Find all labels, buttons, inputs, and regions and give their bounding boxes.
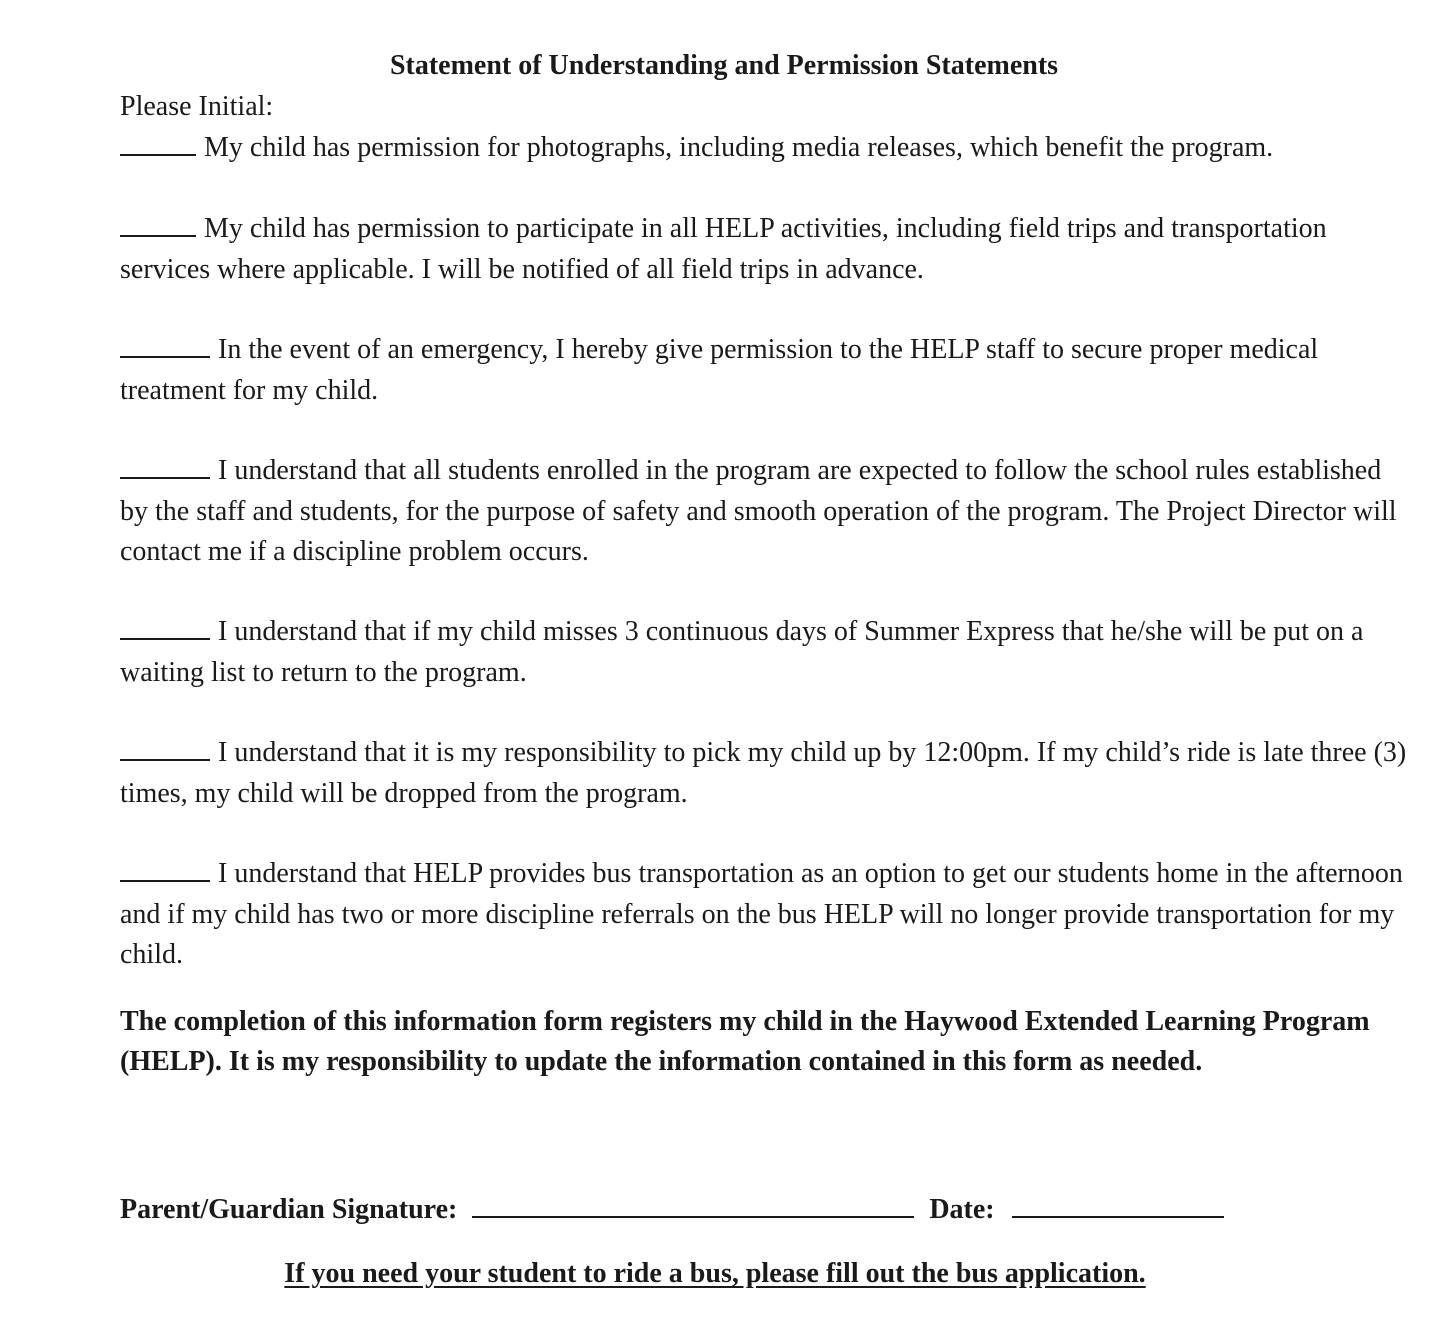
statement-text: I understand that it is my responsibility to pick my child up by 12:00pm. If my child’s ride is late three (3) times, my child will be dropped from the program. (120, 737, 1407, 809)
initial-blank[interactable] (120, 330, 210, 358)
initial-blank[interactable] (120, 209, 196, 237)
signature-row (120, 1188, 1224, 1229)
initial-blank[interactable] (120, 854, 210, 882)
date-field[interactable] (1012, 1188, 1224, 1218)
statement-school-rules (120, 451, 1410, 573)
signature-label: Parent/Guardian Signature: (120, 1194, 458, 1225)
statement-text: I understand that if my child misses 3 continuous days of Summer Express that he/she will be put on a waiting list to return to the program. (120, 616, 1364, 688)
statement-text: My child has permission to participate in all HELP activities, including field trips and transportation services where applicable. I will be notified of all field trips in advance. (120, 213, 1327, 285)
initial-blank[interactable] (120, 612, 210, 640)
statement-text: I understand that all students enrolled in the program are expected to follow the school rules established by the staff and students, for the purpose of safety and smooth operation of the program. The Project Director will contact me if a discipline problem occurs. (120, 455, 1397, 567)
statement-activity-permission (120, 209, 1410, 290)
initial-instruction: Please Initial: (120, 91, 274, 122)
statement-text: I understand that HELP provides bus transportation as an option to get our students home in the afternoon and if my child has two or more discipline referrals on the bus HELP will no longer provide transportation for my child. (120, 858, 1403, 970)
bus-application-text: If you need your student to ride a bus, please fill out the bus application. (284, 1258, 1146, 1289)
initial-blank[interactable] (120, 733, 210, 761)
bus-application-note (0, 1255, 1430, 1293)
signature-field[interactable] (472, 1188, 914, 1218)
initial-blank[interactable] (120, 451, 210, 479)
statement-attendance (120, 612, 1410, 693)
statement-text: In the event of an emergency, I hereby give permission to the HELP staff to secure proper medical treatment for my child. (120, 334, 1319, 406)
statement-pickup-time (120, 733, 1410, 814)
registration-notice: The completion of this information form registers my child in the Haywood Extended Learning Program (HELP). It is my responsibility to update the information contained in this form as needed. (120, 1006, 1370, 1077)
initial-blank[interactable] (120, 128, 196, 156)
page-title: Statement of Understanding and Permission Statements (389, 50, 1059, 81)
statement-bus-transportation (120, 854, 1410, 976)
statement-emergency-permission (120, 330, 1410, 411)
statement-photo-permission (120, 128, 1410, 169)
date-label: Date: (929, 1194, 995, 1225)
statement-text: My child has permission for photographs, including media releases, which benefit the program. (204, 132, 1274, 163)
